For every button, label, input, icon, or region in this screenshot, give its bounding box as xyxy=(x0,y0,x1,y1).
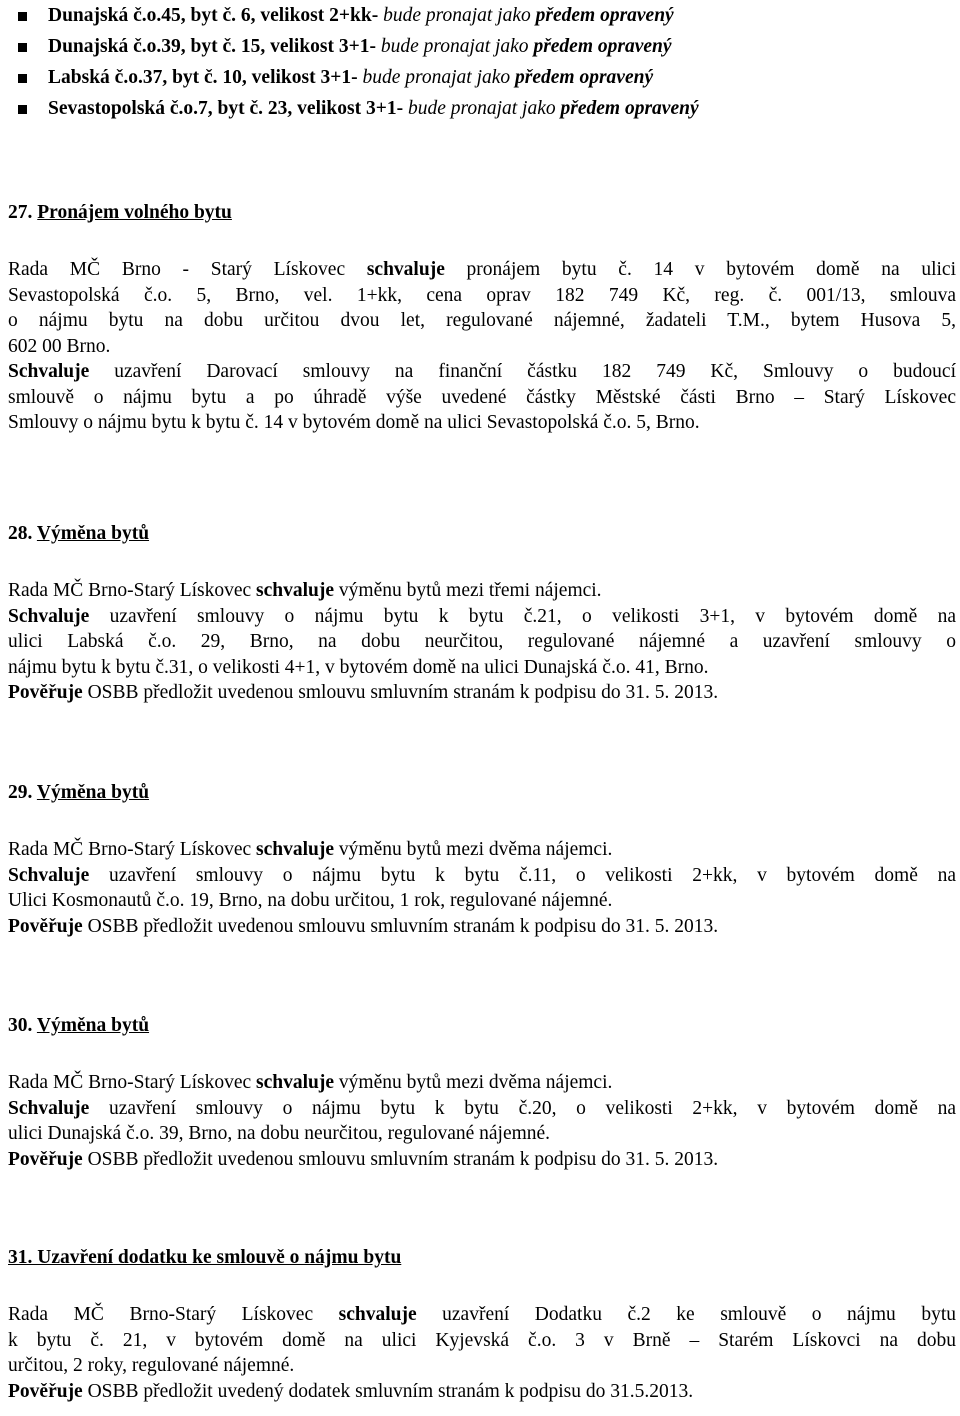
paragraph-line: Rada MČ Brno - Starý Lískovec schvaluje pronájem bytu č. 14 v bytovém domě na ulici xyxy=(8,259,956,280)
note-emphasis: předem opravený xyxy=(560,98,699,119)
paragraph-line: k bytu č. 21, v bytovém domě na ulici Kyjevská č.o. 3 v Brně – Starém Lískovci na dobu xyxy=(8,1329,956,1351)
section-body xyxy=(8,578,956,706)
paragraph-line: Ulici Kosmonautů č.o. 19, Brno, na dobu určitou, 1 rok, regulované nájemné. xyxy=(8,890,613,911)
apartment-address: Dunajská č.o.39, byt č. 15, velikost 3+1- xyxy=(48,36,376,57)
note-text: bude pronajat jako xyxy=(407,98,556,119)
paragraph-line: nájmu bytu k bytu č.31, o velikosti 4+1, v bytovém domě na ulici Dunajská č.o. 41, Brno. xyxy=(8,656,709,678)
paragraph-line: Rada MČ Brno-Starý Lískovec schvaluje výměnu bytů mezi dvěma nájemci. xyxy=(8,1072,613,1093)
paragraph-line: Schvaluje uzavření smlouvy o nájmu bytu k bytu č.21, o velikosti 3+1, v bytovém domě na xyxy=(8,605,956,627)
paragraph-line: 602 00 Brno. xyxy=(8,335,111,357)
list-item xyxy=(18,64,699,95)
square-bullet-icon xyxy=(18,12,27,21)
apartment-address: Labská č.o.37, byt č. 10, velikost 3+1- xyxy=(48,67,358,88)
paragraph-line: určitou, 2 roky, regulované nájemné. xyxy=(8,1355,295,1376)
paragraph-line: Pověřuje OSBB předložit uvedenou smlouvu smluvním stranám k podpisu do 31. 5. 2013. xyxy=(8,682,719,703)
note-emphasis: předem opravený xyxy=(515,67,654,88)
paragraph-line: o nájmu bytu na dobu určitou dvou let, regulované nájemné, žadateli T.M., bytem Husova 5, xyxy=(8,310,956,331)
note-text: bude pronajat jako xyxy=(362,67,511,88)
paragraph-line: ulici Labská č.o. 29, Brno, na dobu neurčitou, regulované nájemné a uzavření smlouvy o xyxy=(8,631,956,652)
apartment-address: Dunajská č.o.45, byt č. 6, velikost 2+kk- xyxy=(48,5,379,26)
section-body xyxy=(8,257,956,436)
apartment-address: Sevastopolská č.o.7, byt č. 23, velikost 3+1- xyxy=(48,98,404,119)
section-body xyxy=(8,1302,956,1404)
note-emphasis: předem opravený xyxy=(535,5,674,26)
paragraph-line: Sevastopolská č.o. 5, Brno, vel. 1+kk, cena oprav 182 749 Kč, reg. č. 001/13, smlouva xyxy=(8,284,956,306)
square-bullet-icon xyxy=(18,43,27,52)
apartment-list xyxy=(18,2,699,126)
note-emphasis: předem opravený xyxy=(533,36,672,57)
paragraph-line: Pověřuje OSBB předložit uvedenou smlouvu smluvním stranám k podpisu do 31. 5. 2013. xyxy=(8,915,719,937)
section-body xyxy=(8,1070,956,1172)
paragraph-line: Rada MČ Brno-Starý Lískovec schvaluje uzavření Dodatku č.2 ke smlouvě o nájmu bytu xyxy=(8,1304,956,1325)
paragraph-line: Pověřuje OSBB předložit uvedenou smlouvu smluvním stranám k podpisu do 31. 5. 2013. xyxy=(8,1148,719,1170)
section-heading: 31. Uzavření dodatku ke smlouvě o nájmu bytu xyxy=(8,1247,402,1268)
paragraph-line: Smlouvy o nájmu bytu k bytu č. 14 v bytovém domě na ulici Sevastopolská č.o. 5, Brno. xyxy=(8,412,700,433)
paragraph-line: Rada MČ Brno-Starý Lískovec schvaluje výměnu bytů mezi třemi nájemci. xyxy=(8,580,602,601)
section-heading: 29. Výměna bytů xyxy=(8,782,150,803)
list-item xyxy=(18,95,699,126)
section-heading: 30. Výměna bytů xyxy=(8,1015,150,1036)
square-bullet-icon xyxy=(18,105,27,114)
list-item xyxy=(18,33,699,64)
paragraph-line: smlouvě o nájmu bytu a po úhradě výše uvedené částky Městské části Brno – Starý Lískovec xyxy=(8,386,956,408)
paragraph-line: Rada MČ Brno-Starý Lískovec schvaluje výměnu bytů mezi dvěma nájemci. xyxy=(8,839,613,860)
list-item xyxy=(18,2,699,33)
section-28 xyxy=(8,521,956,706)
paragraph-line: Schvaluje uzavření smlouvy o nájmu bytu k bytu č.20, o velikosti 2+kk, v bytovém domě na xyxy=(8,1097,956,1119)
section-heading: 27. Pronájem volného bytu xyxy=(8,202,232,223)
section-body xyxy=(8,837,956,939)
note-text: bude pronajat jako xyxy=(380,36,529,57)
section-30 xyxy=(8,1013,956,1172)
paragraph-line: Pověřuje OSBB předložit uvedený dodatek smluvním stranám k podpisu do 31.5.2013. xyxy=(8,1380,694,1402)
paragraph-line: ulici Dunajská č.o. 39, Brno, na dobu neurčitou, regulované nájemné. xyxy=(8,1123,551,1144)
section-31 xyxy=(8,1245,956,1404)
square-bullet-icon xyxy=(18,74,27,83)
section-heading: 28. Výměna bytů xyxy=(8,523,150,544)
paragraph-line: Schvaluje uzavření smlouvy o nájmu bytu k bytu č.11, o velikosti 2+kk, v bytovém domě na xyxy=(8,864,956,886)
note-text: bude pronajat jako xyxy=(383,5,531,26)
section-29 xyxy=(8,780,956,939)
section-27 xyxy=(8,200,956,436)
paragraph-line: Schvaluje uzavření Darovací smlouvy na finanční částku 182 749 Kč, Smlouvy o budoucí xyxy=(8,361,956,382)
